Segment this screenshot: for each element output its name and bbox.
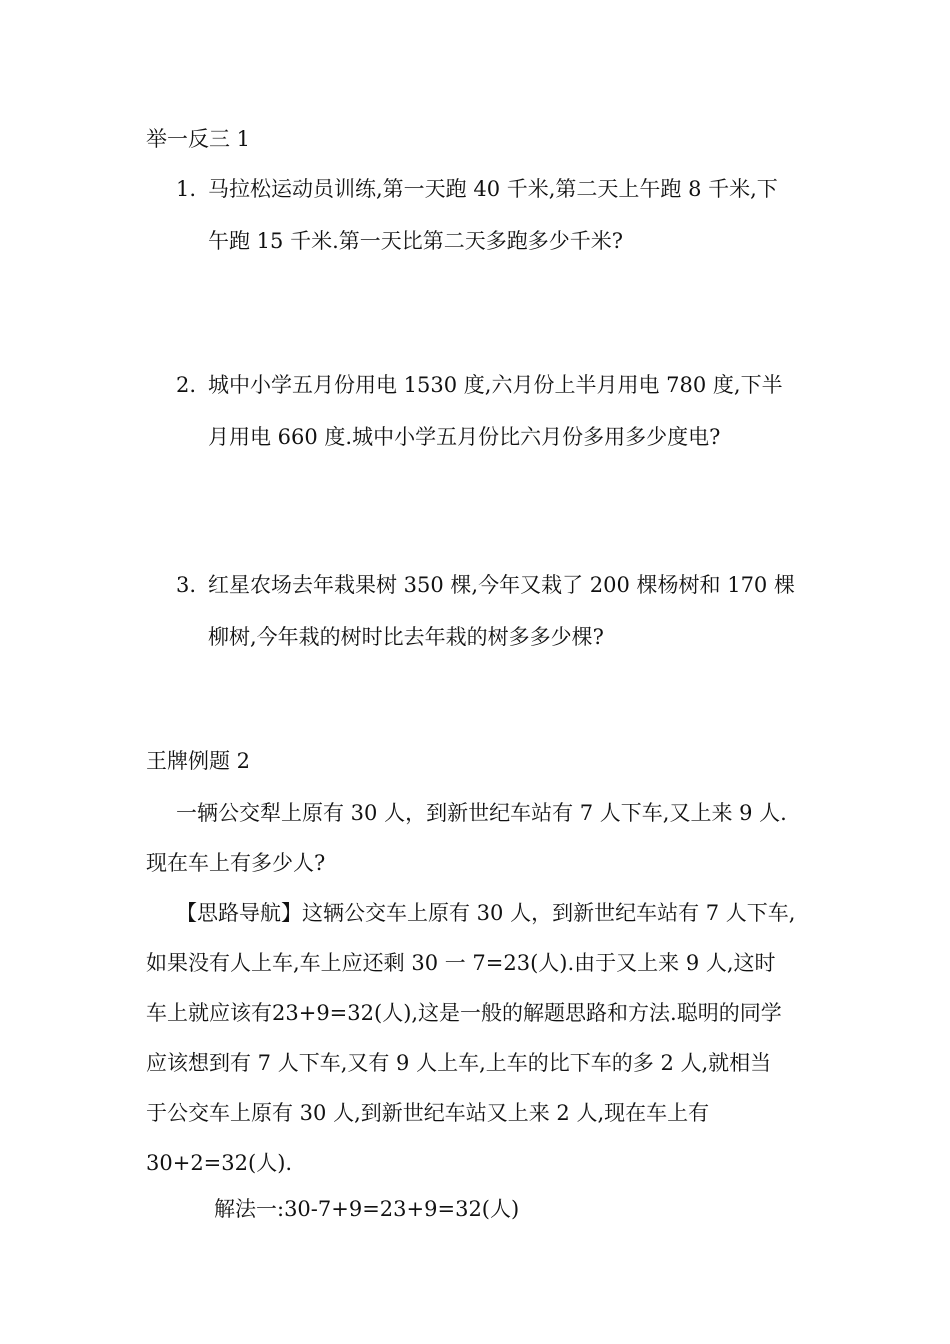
problem-text-line: 红星农场去年栽果树 350 棵,今年又栽了 200 棵杨树和 170 棵 [208, 573, 795, 597]
analysis-line: 于公交车上原有 30 人,到新世纪车站又上来 2 人,现在车上有 [146, 1101, 710, 1125]
analysis-line: 如果没有人上车,车上应还剩 30 一 7=23(人).由于又上来 9 人,这时 [146, 951, 776, 975]
analysis-line: 【思路导航】这辆公交车上原有 30 人，到新世纪车站有 7 人下车, [176, 901, 796, 925]
problem-text-line: 月用电 660 度.城中小学五月份比六月份多用多少度电? [208, 425, 721, 449]
solution-line: 解法一:30-7+9=23+9=32(人) [214, 1197, 520, 1221]
problem-text-line: 马拉松运动员训练,第一天跑 40 千米,第二天上午跑 8 千米,下 [208, 177, 778, 201]
analysis-line: 应该想到有 7 人下车,又有 9 人上车,上车的比下车的多 2 人,就相当 [146, 1051, 772, 1075]
analysis-line: 车上就应该有23+9=32(人),这是一般的解题思路和方法.聪明的同学 [146, 1001, 782, 1025]
analysis-line: 30+2=32(人). [146, 1151, 293, 1175]
problem-number: 1. [176, 177, 197, 201]
section-title-example: 王牌例题 2 [146, 749, 251, 773]
problem-text-line: 柳树,今年栽的树时比去年栽的树多多少棵? [208, 625, 604, 649]
problem-number: 2. [176, 373, 197, 397]
problem-text-line: 城中小学五月份用电 1530 度,六月份上半月用电 780 度,下半 [208, 373, 783, 397]
question-line: 现在车上有多少人? [146, 851, 326, 875]
section-title-practice: 举一反三 1 [146, 127, 251, 151]
question-line: 一辆公交犁上原有 30 人，到新世纪车站有 7 人下车,又上来 9 人. [176, 801, 787, 825]
problem-number: 3. [176, 573, 197, 597]
problem-text-line: 午跑 15 千米.第一天比第二天多跑多少千米? [208, 229, 624, 253]
